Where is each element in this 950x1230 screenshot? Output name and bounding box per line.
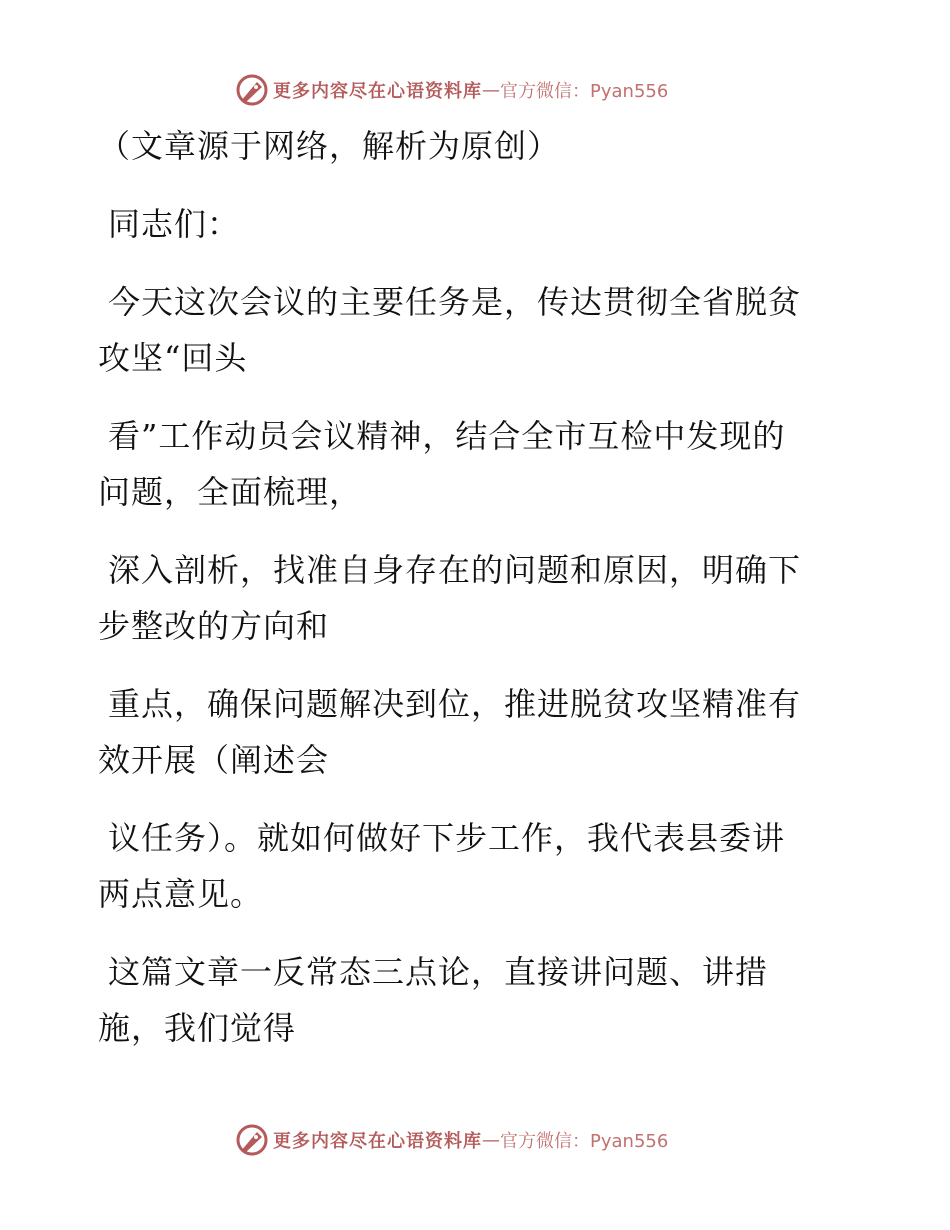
watermark-separator: — xyxy=(482,1129,500,1151)
watermark-separator: — xyxy=(482,79,500,101)
text-line: 两点意见。 xyxy=(98,875,264,913)
watermark-text: 更多内容尽在心语资料库 xyxy=(273,81,482,102)
header-watermark xyxy=(235,72,668,108)
text-line: 攻坚“回头 xyxy=(98,339,248,377)
footer-watermark xyxy=(235,1122,668,1158)
text-line: 议任务）。就如何做好下步工作，我代表县委讲 xyxy=(108,819,786,857)
text-line: （文章源于网络，解析为原创） xyxy=(98,127,561,165)
text-line: 效开展（阐述会 xyxy=(98,741,330,779)
paragraph xyxy=(98,944,858,1056)
text-line: 问题，全面梳理， xyxy=(98,473,363,511)
pen-nib-logo-icon xyxy=(235,1123,269,1157)
text-line: 步整改的方向和 xyxy=(98,607,330,645)
watermark-text: 更多内容尽在心语资料库 xyxy=(273,1131,482,1152)
text-line: 今天这次会议的主要任务是，传达贯彻全省脱贫 xyxy=(108,283,802,321)
text-line: 看”工作动员会议精神，结合全市互检中发现的 xyxy=(108,417,786,455)
watermark-subtext: 官方微信：Pyan556 xyxy=(500,1131,669,1152)
watermark-subtext: 官方微信：Pyan556 xyxy=(500,81,669,102)
paragraph xyxy=(98,542,858,654)
text-line: 同志们： xyxy=(108,205,241,243)
text-line: 施，我们觉得 xyxy=(98,1009,297,1047)
paragraph xyxy=(98,676,858,788)
text-line: 这篇文章一反常态三点论，直接讲问题、讲措 xyxy=(108,953,769,991)
paragraph xyxy=(98,408,858,520)
paragraph xyxy=(98,274,858,386)
text-line: 深入剖析，找准自身存在的问题和原因，明确下 xyxy=(108,551,802,589)
paragraph xyxy=(98,810,858,922)
paragraph-salutation xyxy=(98,196,858,252)
pen-nib-logo-icon xyxy=(235,73,269,107)
text-line: 重点，确保问题解决到位，推进脱贫攻坚精准有 xyxy=(108,685,802,723)
paragraph-source-note xyxy=(98,118,858,174)
document-body xyxy=(98,118,858,1078)
